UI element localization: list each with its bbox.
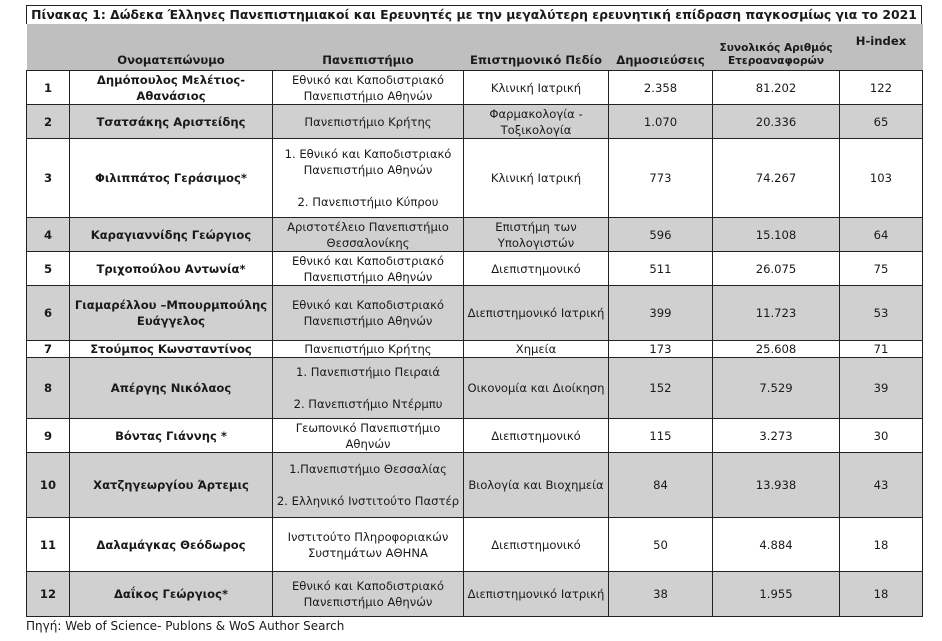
source-note: Πηγή: Web of Science- Publons & WoS Author Search: [26, 619, 345, 633]
publications-count: 84: [609, 453, 713, 518]
h-index-value: 64: [840, 218, 923, 252]
header-field: Επιστημονικό Πεδίο: [464, 24, 609, 71]
header-name: Ονοματεπώνυμο: [70, 24, 273, 71]
university-list: [273, 453, 464, 518]
table-row: [27, 419, 923, 453]
university: Εθνικό και Καποδιστριακό Πανεπιστήμιο Αθηνών: [273, 572, 464, 617]
h-index-value: 30: [840, 419, 923, 453]
row-number: 5: [27, 252, 70, 286]
university-list-item: 1. Πανεπιστήμιο Πειραιά: [296, 365, 440, 379]
row-number: 6: [27, 286, 70, 341]
citations-count: 26.075: [713, 252, 840, 286]
publications-count: 2.358: [609, 71, 713, 105]
university-list-item: 2. Πανεπιστήμιο Ντέρμπυ: [293, 397, 443, 411]
publications-count: 152: [609, 358, 713, 419]
header-citations: Συνολικός Αριθμός Ετεροαναφορών: [713, 24, 840, 71]
researcher-name: Χατζηγεωργίου Άρτεμις: [70, 453, 273, 518]
row-number: 12: [27, 572, 70, 617]
researcher-name: Τριχοπούλου Αντωνία*: [70, 252, 273, 286]
scientific-field: Οικονομία και Διοίκηση: [464, 358, 609, 419]
row-number: 10: [27, 453, 70, 518]
header-hindex: H-index: [840, 24, 923, 71]
publications-count: 50: [609, 518, 713, 572]
researcher-name: Απέργης Νικόλαος: [70, 358, 273, 419]
table-row: [27, 518, 923, 572]
university: Γεωπονικό Πανεπιστήμιο Αθηνών: [273, 419, 464, 453]
scientific-field: Διεπιστημονικό: [464, 419, 609, 453]
h-index-value: 65: [840, 105, 923, 139]
scientific-field: Επιστήμη των Υπολογιστών: [464, 218, 609, 252]
university: Εθνικό και Καποδιστριακό Πανεπιστήμιο Αθηνών: [273, 71, 464, 105]
university: Αριστοτέλειο Πανεπιστήμιο Θεσσαλονίκης: [273, 218, 464, 252]
header-num: [27, 24, 70, 71]
row-number: 8: [27, 358, 70, 419]
publications-count: 115: [609, 419, 713, 453]
scientific-field: Κλινική Ιατρική: [464, 139, 609, 218]
table-row: [27, 453, 923, 518]
row-number: 2: [27, 105, 70, 139]
researcher-name: Τσατσάκης Αριστείδης: [70, 105, 273, 139]
citations-count: 74.267: [713, 139, 840, 218]
publications-count: 773: [609, 139, 713, 218]
university-list: [273, 139, 464, 218]
scientific-field: Βιολογία και Βιοχημεία: [464, 453, 609, 518]
scientific-field: Διεπιστημονικό: [464, 518, 609, 572]
university: Ινστιτούτο Πληροφοριακών Συστημάτων ΑΘΗΝΑ: [273, 518, 464, 572]
h-index-value: 75: [840, 252, 923, 286]
university: Εθνικό και Καποδιστριακό Πανεπιστήμιο Αθηνών: [273, 286, 464, 341]
h-index-value: 18: [840, 572, 923, 617]
h-index-value: 122: [840, 71, 923, 105]
scientific-field: Φαρμακολογία - Τοξικολογία: [464, 105, 609, 139]
table-caption: Πίνακας 1: Δώδεκα Έλληνες Πανεπιστημιακοί και Ερευνητές με την μεγαλύτερη ερευνητική επίδραση παγκοσμίως για το 2021: [26, 5, 922, 24]
researcher-name: Δαΐκος Γεώργιος*: [70, 572, 273, 617]
researchers-table: [26, 24, 923, 617]
table-row: [27, 218, 923, 252]
researcher-name: Δημόπουλος Μελέτιος-Αθανάσιος: [70, 71, 273, 105]
h-index-value: 39: [840, 358, 923, 419]
publications-count: 399: [609, 286, 713, 341]
list-spacer: [273, 477, 463, 493]
row-number: 1: [27, 71, 70, 105]
row-number: 4: [27, 218, 70, 252]
publications-count: 1.070: [609, 105, 713, 139]
publications-count: 596: [609, 218, 713, 252]
h-index-value: 71: [840, 341, 923, 358]
table-row: [27, 358, 923, 419]
university: Πανεπιστήμιο Κρήτης: [273, 341, 464, 358]
citations-count: 7.529: [713, 358, 840, 419]
citations-count: 25.608: [713, 341, 840, 358]
row-number: 11: [27, 518, 70, 572]
h-index-value: 53: [840, 286, 923, 341]
list-spacer: [273, 178, 463, 194]
citations-count: 13.938: [713, 453, 840, 518]
researcher-name: Στούμπος Κωνσταντίνος: [70, 341, 273, 358]
publications-count: 38: [609, 572, 713, 617]
scientific-field: Κλινική Ιατρική: [464, 71, 609, 105]
university-list-item: 2. Ελληνικό Ινστιτούτο Παστέρ: [276, 494, 460, 508]
publications-count: 511: [609, 252, 713, 286]
citations-count: 1.955: [713, 572, 840, 617]
scientific-field: Διεπιστημονικό: [464, 252, 609, 286]
table-row: [27, 286, 923, 341]
researcher-name: Βόντας Γιάννης *: [70, 419, 273, 453]
h-index-value: 18: [840, 518, 923, 572]
citations-count: 11.723: [713, 286, 840, 341]
table-row: [27, 139, 923, 218]
researcher-name: Δαλαμάγκας Θεόδωρος: [70, 518, 273, 572]
citations-count: 20.336: [713, 105, 840, 139]
h-index-value: 103: [840, 139, 923, 218]
table-row: [27, 252, 923, 286]
university: Εθνικό και Καποδιστριακό Πανεπιστήμιο Αθηνών: [273, 252, 464, 286]
h-index-value: 43: [840, 453, 923, 518]
header-university: Πανεπιστήμιο: [273, 24, 464, 71]
row-number: 9: [27, 419, 70, 453]
scientific-field: Χημεία: [464, 341, 609, 358]
header-publications: Δημοσιεύσεις: [609, 24, 713, 71]
list-spacer: [273, 380, 463, 396]
table-row: [27, 105, 923, 139]
row-number: 3: [27, 139, 70, 218]
citations-count: 4.884: [713, 518, 840, 572]
university-list-item: 2. Πανεπιστήμιο Κύπρου: [297, 195, 439, 209]
university-list-item: 1.Πανεπιστήμιο Θεσσαλίας: [289, 462, 447, 476]
researcher-name: Φιλιππάτος Γεράσιμος*: [70, 139, 273, 218]
university-list: [273, 358, 464, 419]
citations-count: 81.202: [713, 71, 840, 105]
table-row: [27, 341, 923, 358]
citations-count: 3.273: [713, 419, 840, 453]
header-row: [27, 24, 923, 71]
table-row: [27, 572, 923, 617]
university: Πανεπιστήμιο Κρήτης: [273, 105, 464, 139]
researcher-name: Γιαμαρέλλου –Μπουρμπούλης Ευάγγελος: [70, 286, 273, 341]
row-number: 7: [27, 341, 70, 358]
scientific-field: Διεπιστημονικό Ιατρική: [464, 286, 609, 341]
publications-count: 173: [609, 341, 713, 358]
table-row: [27, 71, 923, 105]
university-list-item: 1. Εθνικό και Καποδιστριακό Πανεπιστήμιο Αθηνών: [284, 147, 452, 177]
scientific-field: Διεπιστημονικό Ιατρική: [464, 572, 609, 617]
researcher-name: Καραγιαννίδης Γεώργιος: [70, 218, 273, 252]
citations-count: 15.108: [713, 218, 840, 252]
